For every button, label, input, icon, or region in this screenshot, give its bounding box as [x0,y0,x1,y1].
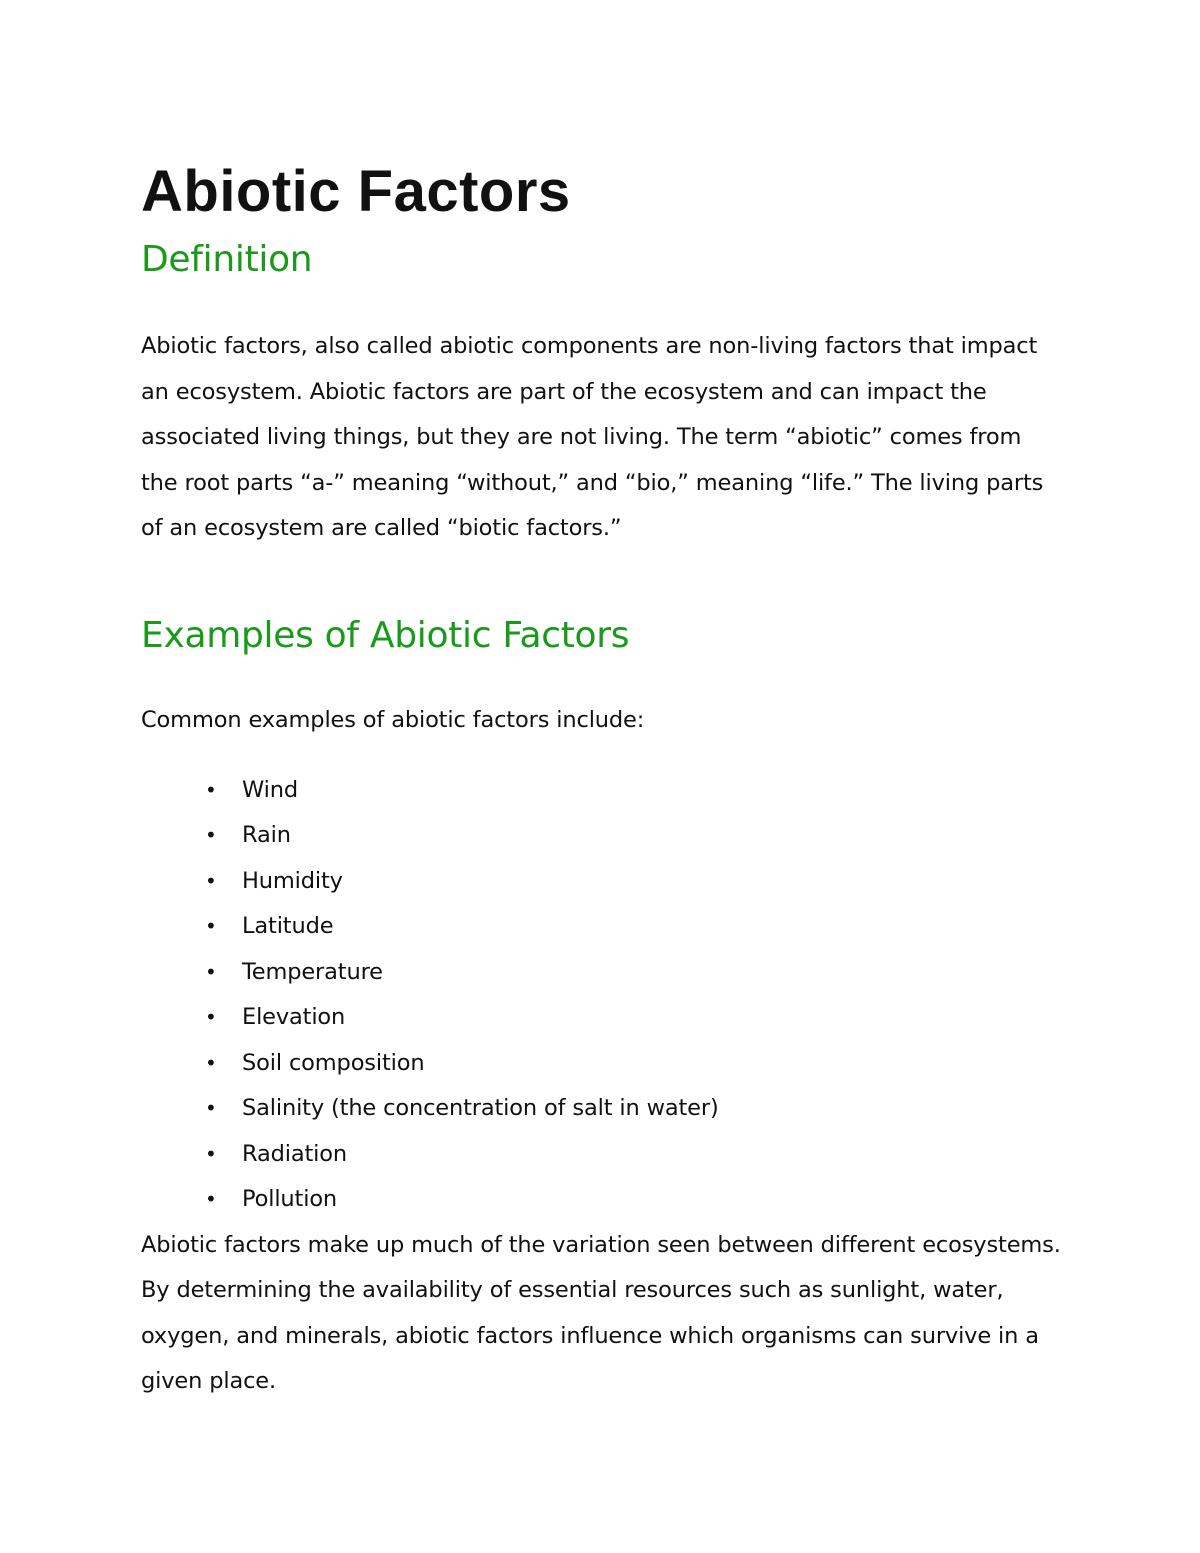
bullet-icon: • [205,1050,217,1075]
bullet-icon: • [205,959,217,984]
examples-heading: Examples of Abiotic Factors [141,614,630,656]
list-item [141,813,1061,859]
closing-paragraph: Abiotic factors make up much of the variation seen between different ecosystems. By determining the availability of essential resources such as sunlight, water, oxygen, and minerals, abiotic factors influence which organisms can survive in a given place. [141,1231,1061,1395]
list-item [141,904,1061,950]
list-item-label: Rain [242,822,291,849]
abiotic-factor-list [141,768,1061,1223]
bullet-icon: • [205,1096,217,1121]
document-body [141,150,1061,1405]
bullet-icon: • [205,1141,217,1166]
list-item-label: Radiation [242,1140,347,1167]
bullet-icon: • [205,914,217,939]
bullet-icon: • [205,1005,217,1030]
bullet-icon: • [205,823,217,848]
page-title: Abiotic Factors [141,159,571,224]
list-item [141,859,1061,905]
definition-heading: Definition [141,239,313,280]
list-item [141,950,1061,996]
list-item-label: Latitude [242,913,334,940]
bullet-icon: • [205,1187,217,1212]
list-item-label: Pollution [242,1186,338,1213]
list-item [141,768,1061,814]
list-item [141,995,1061,1041]
list-item [141,1177,1061,1223]
bullet-icon: • [205,777,217,802]
list-item [141,1132,1061,1178]
list-item-label: Wind [242,776,298,803]
list-item-label: Temperature [242,958,383,985]
list-item [141,1041,1061,1087]
list-item-label: Salinity (the concentration of salt in water) [242,1095,719,1122]
examples-intro: Common examples of abiotic factors include: [141,706,645,733]
bullet-icon: • [205,868,217,893]
list-item-label: Humidity [242,867,343,894]
list-item-label: Soil composition [242,1049,425,1076]
definition-paragraph: Abiotic factors, also called abiotic components are non-living factors that impact an ecosystem. Abiotic factors are part of the ecosystem and can impact the associated living things, but they are not living. The term “abiotic” comes from the root parts “a-” meaning “without,” and “bio,” meaning “life.” The living parts of an ecosystem are called “biotic factors.” [141,333,1044,542]
list-item-label: Elevation [242,1004,346,1031]
list-item [141,1086,1061,1132]
